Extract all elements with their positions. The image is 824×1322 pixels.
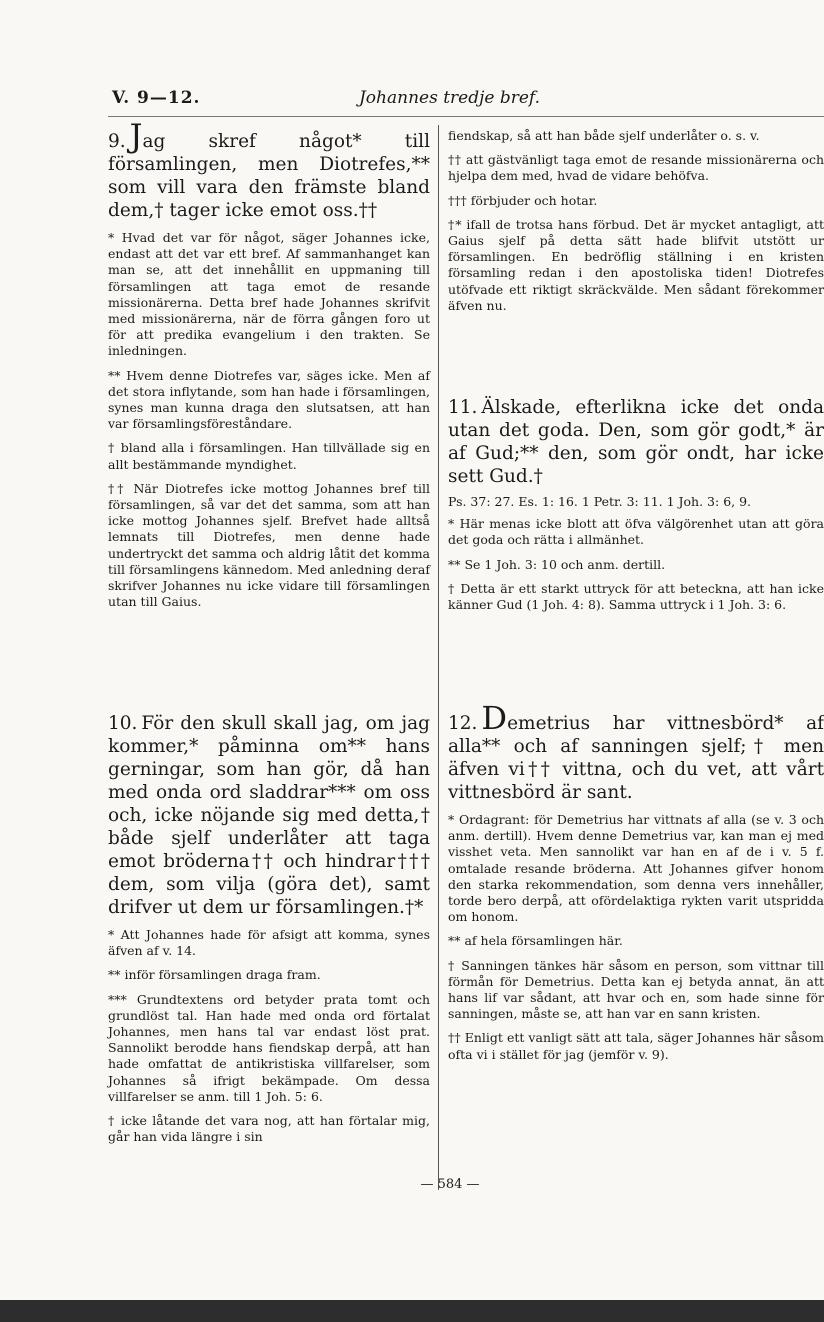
drop-cap: J bbox=[129, 117, 143, 155]
verse-number: 10. bbox=[108, 713, 138, 734]
footnote: ** Se 1 Joh. 3: 10 och anm. dertill. bbox=[448, 556, 666, 572]
footnote: † icke låtande det vara nog, att han förtalar mig, går han vida längre i sin bbox=[108, 1113, 430, 1145]
footnote: ** af hela församlingen här. bbox=[448, 933, 623, 949]
verse-text: För den skull skall jag, om jag kommer,* påminna om** hans gerningar, som han gör, då han med onda ord sladdrar*** om oss och, icke nöjande sig med detta,† både sjelf underlåter att taga emot bröderna†† och hindrar††† dem, som vilja (göra det), samt drifver ut dem ur församlingen.†* bbox=[108, 713, 430, 918]
footnote: fiendskap, så att han både sjelf underlåter o. s. v. bbox=[448, 128, 760, 143]
drop-cap: D bbox=[481, 699, 508, 737]
verse-text: ag skref något* till församlingen, men Diotrefes,** som vill vara den främste bland dem,† tager icke emot oss.†† bbox=[108, 131, 430, 221]
verse-text: Älskade, efterlikna icke det onda utan det goda. Den, som gör godt,* är af Gud;** den, som gör ondt, har icke sett Gud.† bbox=[448, 397, 824, 487]
left-column-lower bbox=[108, 712, 430, 1145]
footnote: † Sanningen tänkes här såsom en person, som vittnar till förmån för Demetrius. Detta kan ej betyda annat, än att hans lif var sådant, att hvar och en, som hade sinne för sanningen, måste se, att han var en sann kristen. bbox=[448, 957, 824, 1022]
footnote: †† Enligt ett vanligt sätt att tala, säger Johannes här såsom ofta vi i stället för jag (jemför v. 9). bbox=[448, 1030, 824, 1062]
footnote: * Hvad det var för något, säger Johannes icke, endast att det var ett bref. Af sammanhanget kan man se, att det innehållit en uppmaning till församlingen att taga emot de resande missionärerna. Detta bref hade Johannes skrifvit med missionärerna, när de förra gången foro ut för att predika evangelium i den trakten. Se inledningen. bbox=[108, 230, 430, 359]
footnote: * Här menas icke blott att öfva välgörenhet utan att göra det goda och rätta i allmänhet. bbox=[448, 516, 824, 548]
footnote: ** inför församlingen draga fram. bbox=[108, 967, 321, 983]
footnote: ††† förbjuder och hotar. bbox=[448, 192, 598, 208]
running-title: Johannes tredje bref. bbox=[358, 88, 540, 108]
right-column-verse11 bbox=[448, 396, 824, 613]
verse-12 bbox=[448, 699, 824, 804]
chapter-reference: V. 9—12. bbox=[112, 88, 201, 108]
verse-9 bbox=[108, 117, 430, 222]
footnote: ** Hvem denne Diotrefes var, säges icke. Men af det stora inflytande, som han hade i församlingen, synes man kunna draga den slutsatsen, att han var församlingsföreståndare. bbox=[108, 367, 430, 432]
verse-number: 9. bbox=[108, 131, 126, 152]
footnote: * Ordagrant: för Demetrius har vittnats af alla (se v. 3 och anm. dertill). Hvem denne Demetrius var, kan man ej med visshet veta. Men sannolikt var han en af de i v. 5 f. omtalade resande bröderna. Att Johannes gifver honom den starka rekommendation, som denna vers innehåller, torde bero derpå, att ofördelaktiga rykten varit utspridda om honom. bbox=[448, 812, 824, 925]
running-header bbox=[112, 88, 540, 112]
verse-10 bbox=[108, 712, 430, 919]
cross-references: Ps. 37: 27. Es. 1: 16. 1 Petr. 3: 11. 1 Joh. 3: 6, 9. bbox=[448, 494, 752, 509]
footnote: † Detta är ett starkt uttryck för att beteckna, att han icke känner Gud (1 Joh. 4: 8). Samma uttryck i 1 Joh. 3: 6. bbox=[448, 580, 824, 613]
header-rule bbox=[108, 116, 824, 117]
footnote: *** Grundtextens ord betyder prata tomt och grundlöst tal. Han hade med onda ord förtalat Johannes, men hans tal var endast löst prat. Sannolikt berodde hans fiendskap derpå, att han hade omfattat de antikristiska villfarelser, som Johannes så ifrigt bekämpade. Om dessa villfarelser se anm. till 1 Joh. 5: 6. bbox=[108, 991, 430, 1104]
right-column-verse12 bbox=[448, 699, 824, 1063]
left-column bbox=[108, 117, 430, 610]
verse-text: emetrius har vittnesbörd* af alla** och af sanningen sjelf;† men äfven vi†† vittna, och du vet, att vårt vittnesbörd är sant. bbox=[448, 713, 824, 803]
right-column bbox=[448, 128, 824, 314]
footnote: * Att Johannes hade för afsigt att komma, synes äfven af v. 14. bbox=[108, 927, 430, 959]
page-number: — 584 — bbox=[420, 1177, 480, 1192]
verse-number: 11. bbox=[448, 397, 478, 418]
verse-number: 12. bbox=[448, 713, 478, 734]
footnote: †† När Diotrefes icke mottog Johannes bref till församlingen, så var det det samma, som att han icke mottog Johannes sjelf. Brefvet hade alltså lemnats till Diotrefes, men denne hade undertryckt det samma och aldrig låtit det komma till församlingens kännedom. Med anledning deraf skrifver Johannes nu icke vidare till församlingen utan till Gaius. bbox=[108, 480, 430, 610]
scan-edge bbox=[0, 1300, 824, 1322]
footnote: † bland alla i församlingen. Han tillvällade sig en allt bestämmande myndighet. bbox=[108, 440, 430, 472]
footnote: †† att gästvänligt taga emot de resande missionärerna och hjelpa dem med, hvad de vidare behöfva. bbox=[448, 152, 824, 184]
verse-11 bbox=[448, 396, 824, 488]
footnote: †* ifall de trotsa hans förbud. Det är mycket antagligt, att Gaius sjelf på detta sätt hade blifvit utstött ur församlingen. En bedröflig ställning i en kristen församling redan i den apostoliska tiden! Diotrefes utöfvade ett riktigt skräckvälde. Men sådant förekommer äfven nu. bbox=[448, 216, 824, 313]
column-divider bbox=[438, 125, 439, 1190]
